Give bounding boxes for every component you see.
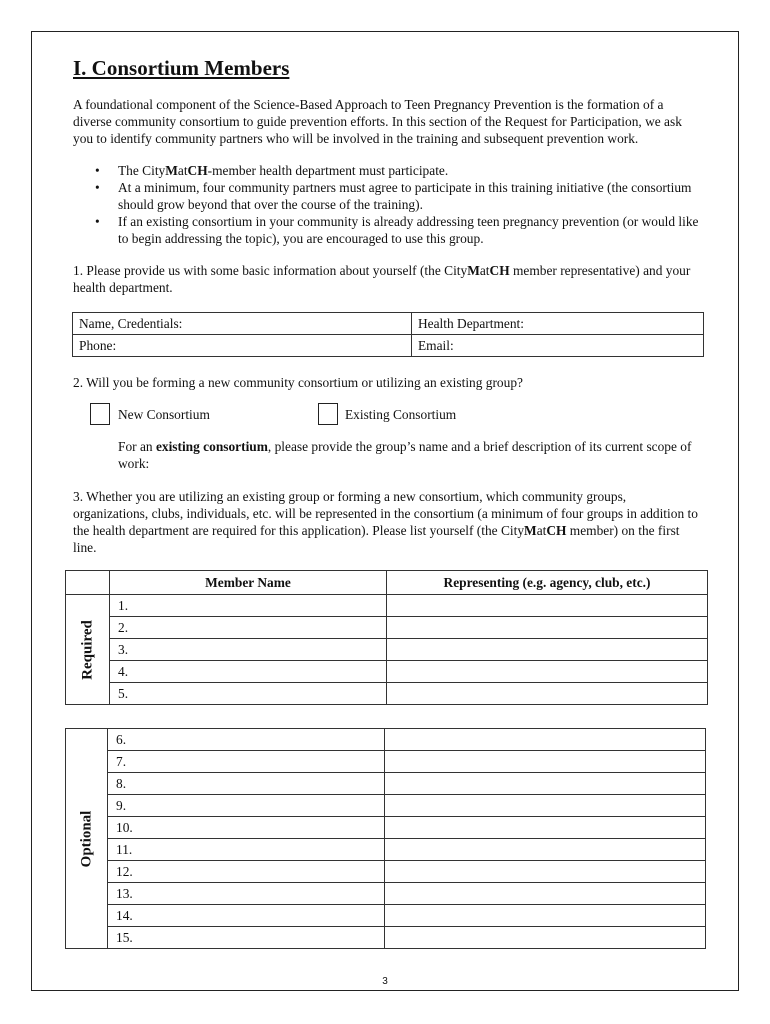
representing-cell[interactable] [387, 595, 708, 617]
table-row [66, 773, 706, 795]
representing-cell[interactable] [387, 683, 708, 705]
table-row [66, 795, 706, 817]
member-name-cell[interactable]: 11. [108, 839, 385, 861]
representing-cell[interactable] [385, 883, 706, 905]
new-consortium-label: New Consortium [118, 407, 210, 422]
representing-cell[interactable] [385, 905, 706, 927]
member-name-cell[interactable]: 5. [110, 683, 387, 705]
representing-cell[interactable] [385, 817, 706, 839]
required-members-table [65, 570, 708, 705]
representing-cell[interactable] [385, 839, 706, 861]
representing-header: Representing (e.g. agency, club, etc.) [387, 571, 708, 595]
question-1: 1. Please provide us with some basic information about yourself (the CityMatCH member representative) and your health department. [73, 263, 691, 295]
representing-cell[interactable] [385, 773, 706, 795]
table-row [66, 595, 708, 617]
member-name-cell[interactable]: 14. [108, 905, 385, 927]
member-name-cell[interactable]: 1. [110, 595, 387, 617]
health-department-field[interactable]: Health Department: [412, 313, 704, 335]
requirements-list [92, 162, 702, 247]
bullet-item: • At a minimum, four community partners must agree to participate in this training initiative (the consortium should grow beyond that over the course of the training). [92, 179, 702, 213]
representing-cell[interactable] [385, 729, 706, 751]
member-name-cell[interactable]: 10. [108, 817, 385, 839]
table-row [66, 905, 706, 927]
member-name-cell[interactable]: 7. [108, 751, 385, 773]
table-row [66, 927, 706, 949]
table-row [66, 729, 706, 751]
existing-consortium-label: Existing Consortium [345, 407, 457, 422]
email-field[interactable]: Email: [412, 335, 704, 357]
existing-consortium-checkbox[interactable] [318, 403, 338, 425]
table-row [66, 661, 708, 683]
section-heading: I. Consortium Members [73, 56, 290, 80]
member-name-header: Member Name [110, 571, 387, 595]
member-name-cell[interactable]: 6. [108, 729, 385, 751]
intro-paragraph: A foundational component of the Science-Based Approach to Teen Pregnancy Prevention is the formation of a diverse community consortium to guide prevention efforts. In this section of the Request for Participation, we ask you to identify community partners who will be involved in the training and subsequent prevention work. [73, 97, 682, 146]
member-name-cell[interactable]: 15. [108, 927, 385, 949]
bullet-item: • The CityMatCH-member health department must participate. [92, 162, 702, 179]
bullet-item: • If an existing consortium in your community is already addressing teen pregnancy prevention (or would like to begin addressing the topic), you are encouraged to use this group. [92, 213, 702, 247]
table-row [66, 751, 706, 773]
contact-info-table [72, 312, 704, 357]
member-name-cell[interactable]: 8. [108, 773, 385, 795]
table-row [66, 817, 706, 839]
name-credentials-field[interactable]: Name, Credentials: [73, 313, 412, 335]
representing-cell[interactable] [387, 617, 708, 639]
member-name-cell[interactable]: 9. [108, 795, 385, 817]
table-row [66, 839, 706, 861]
representing-cell[interactable] [387, 639, 708, 661]
phone-field[interactable]: Phone: [73, 335, 412, 357]
table-corner [66, 571, 110, 595]
table-row [66, 683, 708, 705]
existing-consortium-note: For an existing consortium, please provide the group’s name and a brief description of its current scope of work: [118, 439, 692, 471]
representing-cell[interactable] [387, 661, 708, 683]
member-name-cell[interactable]: 4. [110, 661, 387, 683]
table-row [66, 883, 706, 905]
representing-cell[interactable] [385, 751, 706, 773]
representing-cell[interactable] [385, 861, 706, 883]
member-name-cell[interactable]: 3. [110, 639, 387, 661]
member-name-cell[interactable]: 12. [108, 861, 385, 883]
required-side-label: Required [66, 595, 110, 705]
representing-cell[interactable] [385, 927, 706, 949]
optional-side-label: Optional [66, 729, 108, 949]
table-row [66, 639, 708, 661]
question-2: 2. Will you be forming a new community consortium or utilizing an existing group? [73, 375, 523, 390]
optional-members-table [65, 728, 706, 949]
table-row [66, 861, 706, 883]
question-3: 3. Whether you are utilizing an existing group or forming a new consortium, which community groups, organizations, clubs, individuals, etc. will be represented in the consortium (a minimum of four groups in addition to the health department are required for this application). Please list yourself (the CityMatCH member) on the first line. [73, 489, 698, 555]
representing-cell[interactable] [385, 795, 706, 817]
new-consortium-checkbox[interactable] [90, 403, 110, 425]
member-name-cell[interactable]: 2. [110, 617, 387, 639]
page-number: 3 [382, 976, 388, 987]
table-row [66, 617, 708, 639]
member-name-cell[interactable]: 13. [108, 883, 385, 905]
